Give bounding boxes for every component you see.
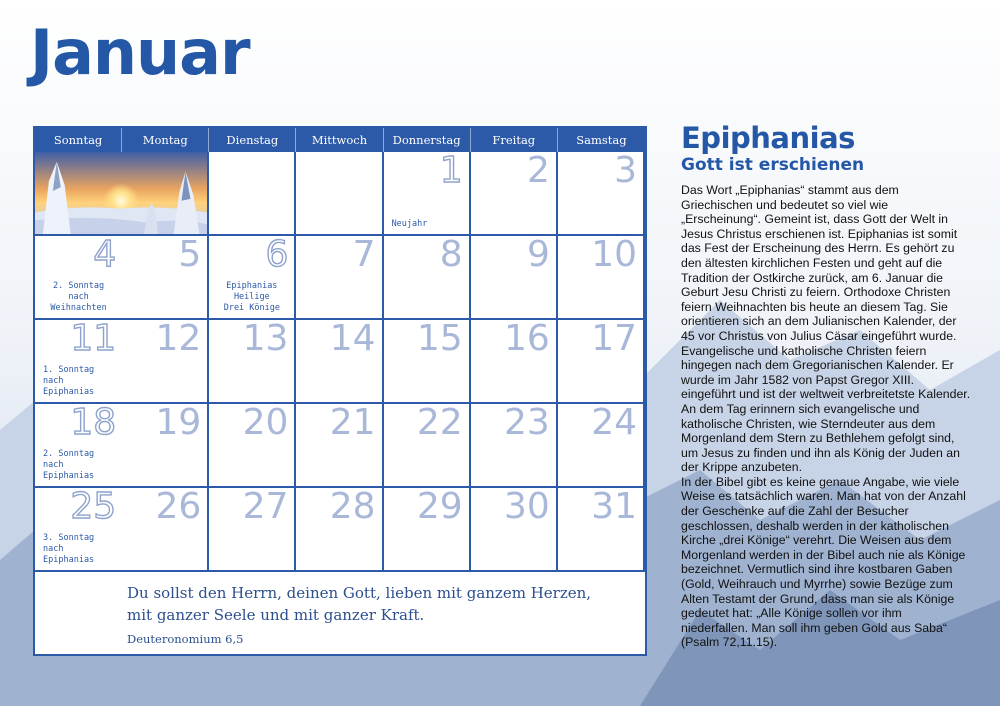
- day-cell-14[interactable]: [296, 320, 383, 404]
- day-cell-5[interactable]: [122, 236, 209, 320]
- day-cell-25[interactable]: [35, 488, 122, 572]
- article-paragraph: In der Bibel gibt es keine genaue Angabe, wie viele Weise es tatsächlich waren. Man hat von der Anzahl der Geschenke auf die Zahl der Besucher geschlossen, deshalb werden in der katholischen Kirche „drei Könige“ verehrt. Die Weisen aus dem Morgenland werden in der Bibel auch nie als Könige bezeichnet. Vermutlich sind ihre kostbaren Gaben (Gold, Weihrauch und Myrrhe) sowie Bezüge zum Alten Testamt der Grund, dass man sie als Könige gedeutet hat: „Alle Könige sollen vor ihm niederfallen. Man soll ihm geben Gold aus Saba“ (Psalm 72,11.15).: [681, 474, 966, 650]
- day-grid: [35, 152, 645, 572]
- day-cell-13[interactable]: [209, 320, 296, 404]
- verse-line-2: mit ganzer Seele und mit ganzer Kraft.: [127, 606, 425, 624]
- day-number: 17: [591, 318, 637, 359]
- weekday-saturday: Samstag: [576, 133, 627, 147]
- day-number: 16: [504, 318, 550, 359]
- weekday-wednesday: Mittwoch: [296, 128, 383, 152]
- day-cell-20[interactable]: [209, 404, 296, 488]
- day-cell-28[interactable]: [296, 488, 383, 572]
- day-number: 28: [329, 486, 376, 527]
- day-cell-21[interactable]: [296, 404, 383, 488]
- day-cell-15[interactable]: [384, 320, 471, 404]
- day-number: 12: [155, 318, 202, 359]
- epiphany-article: [681, 121, 971, 650]
- empty-cell: [296, 152, 383, 236]
- weekday-tuesday: Dienstag: [209, 128, 296, 152]
- winter-sunset-photo: [35, 152, 207, 234]
- day-note: 1. Sonntag nach Epiphanias: [43, 365, 95, 397]
- day-cell-16[interactable]: [471, 320, 558, 404]
- day-number: 20: [242, 402, 289, 443]
- day-cell-3[interactable]: [558, 152, 645, 236]
- photo-cell: [35, 152, 209, 236]
- day-cell-29[interactable]: [384, 488, 471, 572]
- day-cell-26[interactable]: [122, 488, 209, 572]
- day-cell-27[interactable]: [209, 488, 296, 572]
- article-subtitle: Gott ist erschienen: [681, 155, 865, 175]
- day-number: 1: [439, 150, 463, 191]
- empty-cell: [209, 152, 296, 236]
- weekday-monday: Montag: [122, 128, 209, 152]
- day-cell-22[interactable]: [384, 404, 471, 488]
- day-number: 13: [242, 318, 289, 359]
- verse-line-1: Du sollst den Herrn, deinen Gott, lieben mit ganzem Herzen,: [127, 584, 592, 602]
- article-paragraph: Das Wort „Epiphanias“ stammt aus dem Griechischen und bedeutet so viel wie „Erscheinung“. Gemeint ist, dass Gott der Welt in Jesus Christus erschienen ist. Epiphanias ist somit das Fest der Erscheinung des Herrn. Es gehört zu den ältesten kirchlichen Festen und geht auf die Tradition der Ostkirche zurück, am 6. Januar die Geburt Jesu Christi zu feiern. Orthodoxe Christen feiern Weihnachten bis heute an diesem Tag. Sie orientieren sich an dem Julianischen Kalender, der 45 vor Christus von Julius Cäsar eingeführt wurde. Evangelische und katholische Christen feiern hingegen nach dem Gregorianischen Kalender. Er wurde im Jahr 1582 von Papst Gregor XIII. eingeführt und ist der weltweit verbreitetste Kalender.: [681, 183, 971, 402]
- day-cell-7[interactable]: [296, 236, 383, 320]
- day-cell-17[interactable]: [558, 320, 645, 404]
- day-number: 22: [416, 402, 463, 443]
- day-number: 6: [265, 234, 289, 275]
- day-cell-31[interactable]: [558, 488, 645, 572]
- day-number: 29: [416, 486, 463, 527]
- day-cell-18[interactable]: [35, 404, 122, 488]
- day-cell-12[interactable]: [122, 320, 209, 404]
- day-number: 11: [70, 318, 117, 359]
- day-note: 2. Sonntag nach Epiphanias: [43, 449, 95, 481]
- day-note: 3. Sonntag nach Epiphanias: [43, 533, 95, 565]
- day-cell-23[interactable]: [471, 404, 558, 488]
- day-number: 30: [504, 486, 550, 527]
- day-number: 10: [591, 234, 637, 275]
- verse-reference: Deuteronomium 6,5: [127, 632, 244, 646]
- day-number: 18: [70, 402, 117, 443]
- day-number: 27: [242, 486, 289, 527]
- day-number: 31: [591, 486, 637, 527]
- day-number: 9: [526, 234, 550, 275]
- day-cell-30[interactable]: [471, 488, 558, 572]
- day-number: 24: [591, 402, 637, 443]
- day-number: 26: [155, 486, 202, 527]
- day-number: 25: [70, 486, 117, 527]
- weekday-sunday: Sonntag: [35, 128, 122, 152]
- day-number: 3: [614, 150, 637, 191]
- day-cell-1[interactable]: [384, 152, 471, 236]
- weekday-thursday: Donnerstag: [384, 128, 471, 152]
- day-cell-10[interactable]: [558, 236, 645, 320]
- day-cell-2[interactable]: [471, 152, 558, 236]
- day-number: 21: [329, 402, 376, 443]
- day-cell-6[interactable]: [209, 236, 296, 320]
- day-number: 15: [416, 318, 463, 359]
- article-title: Epiphanias: [681, 121, 855, 155]
- day-cell-8[interactable]: [384, 236, 471, 320]
- article-paragraph: An dem Tag erinnern sich evangelische und katholische Christen, wie Sterndeuter aus dem Morgenland dem Stern zu Bethlehem gefolgt sind, um Jesus zu finden und ihn als König der Juden an der Krippe anzubeten.: [681, 401, 960, 475]
- day-number: 5: [178, 234, 202, 275]
- weekday-friday: Freitag: [471, 128, 558, 152]
- day-number: 4: [93, 234, 117, 275]
- weekday-header: [35, 128, 645, 152]
- day-cell-24[interactable]: [558, 404, 645, 488]
- day-number: 14: [329, 318, 376, 359]
- day-number: 7: [352, 234, 376, 275]
- day-cell-4[interactable]: [35, 236, 122, 320]
- day-number: 8: [439, 234, 463, 275]
- day-note: 2. Sonntag nach Weihnachten: [50, 281, 107, 313]
- day-number: 2: [526, 150, 550, 191]
- day-cell-19[interactable]: [122, 404, 209, 488]
- day-cell-11[interactable]: [35, 320, 122, 404]
- day-cell-9[interactable]: [471, 236, 558, 320]
- day-note: Epiphanias Heilige Drei Könige: [223, 281, 280, 313]
- bible-verse: [35, 572, 645, 654]
- day-number: 19: [155, 402, 202, 443]
- calendar-grid: [33, 126, 647, 656]
- day-note: Neujahr: [391, 219, 428, 229]
- month-title: Januar: [30, 16, 250, 89]
- day-number: 23: [504, 402, 550, 443]
